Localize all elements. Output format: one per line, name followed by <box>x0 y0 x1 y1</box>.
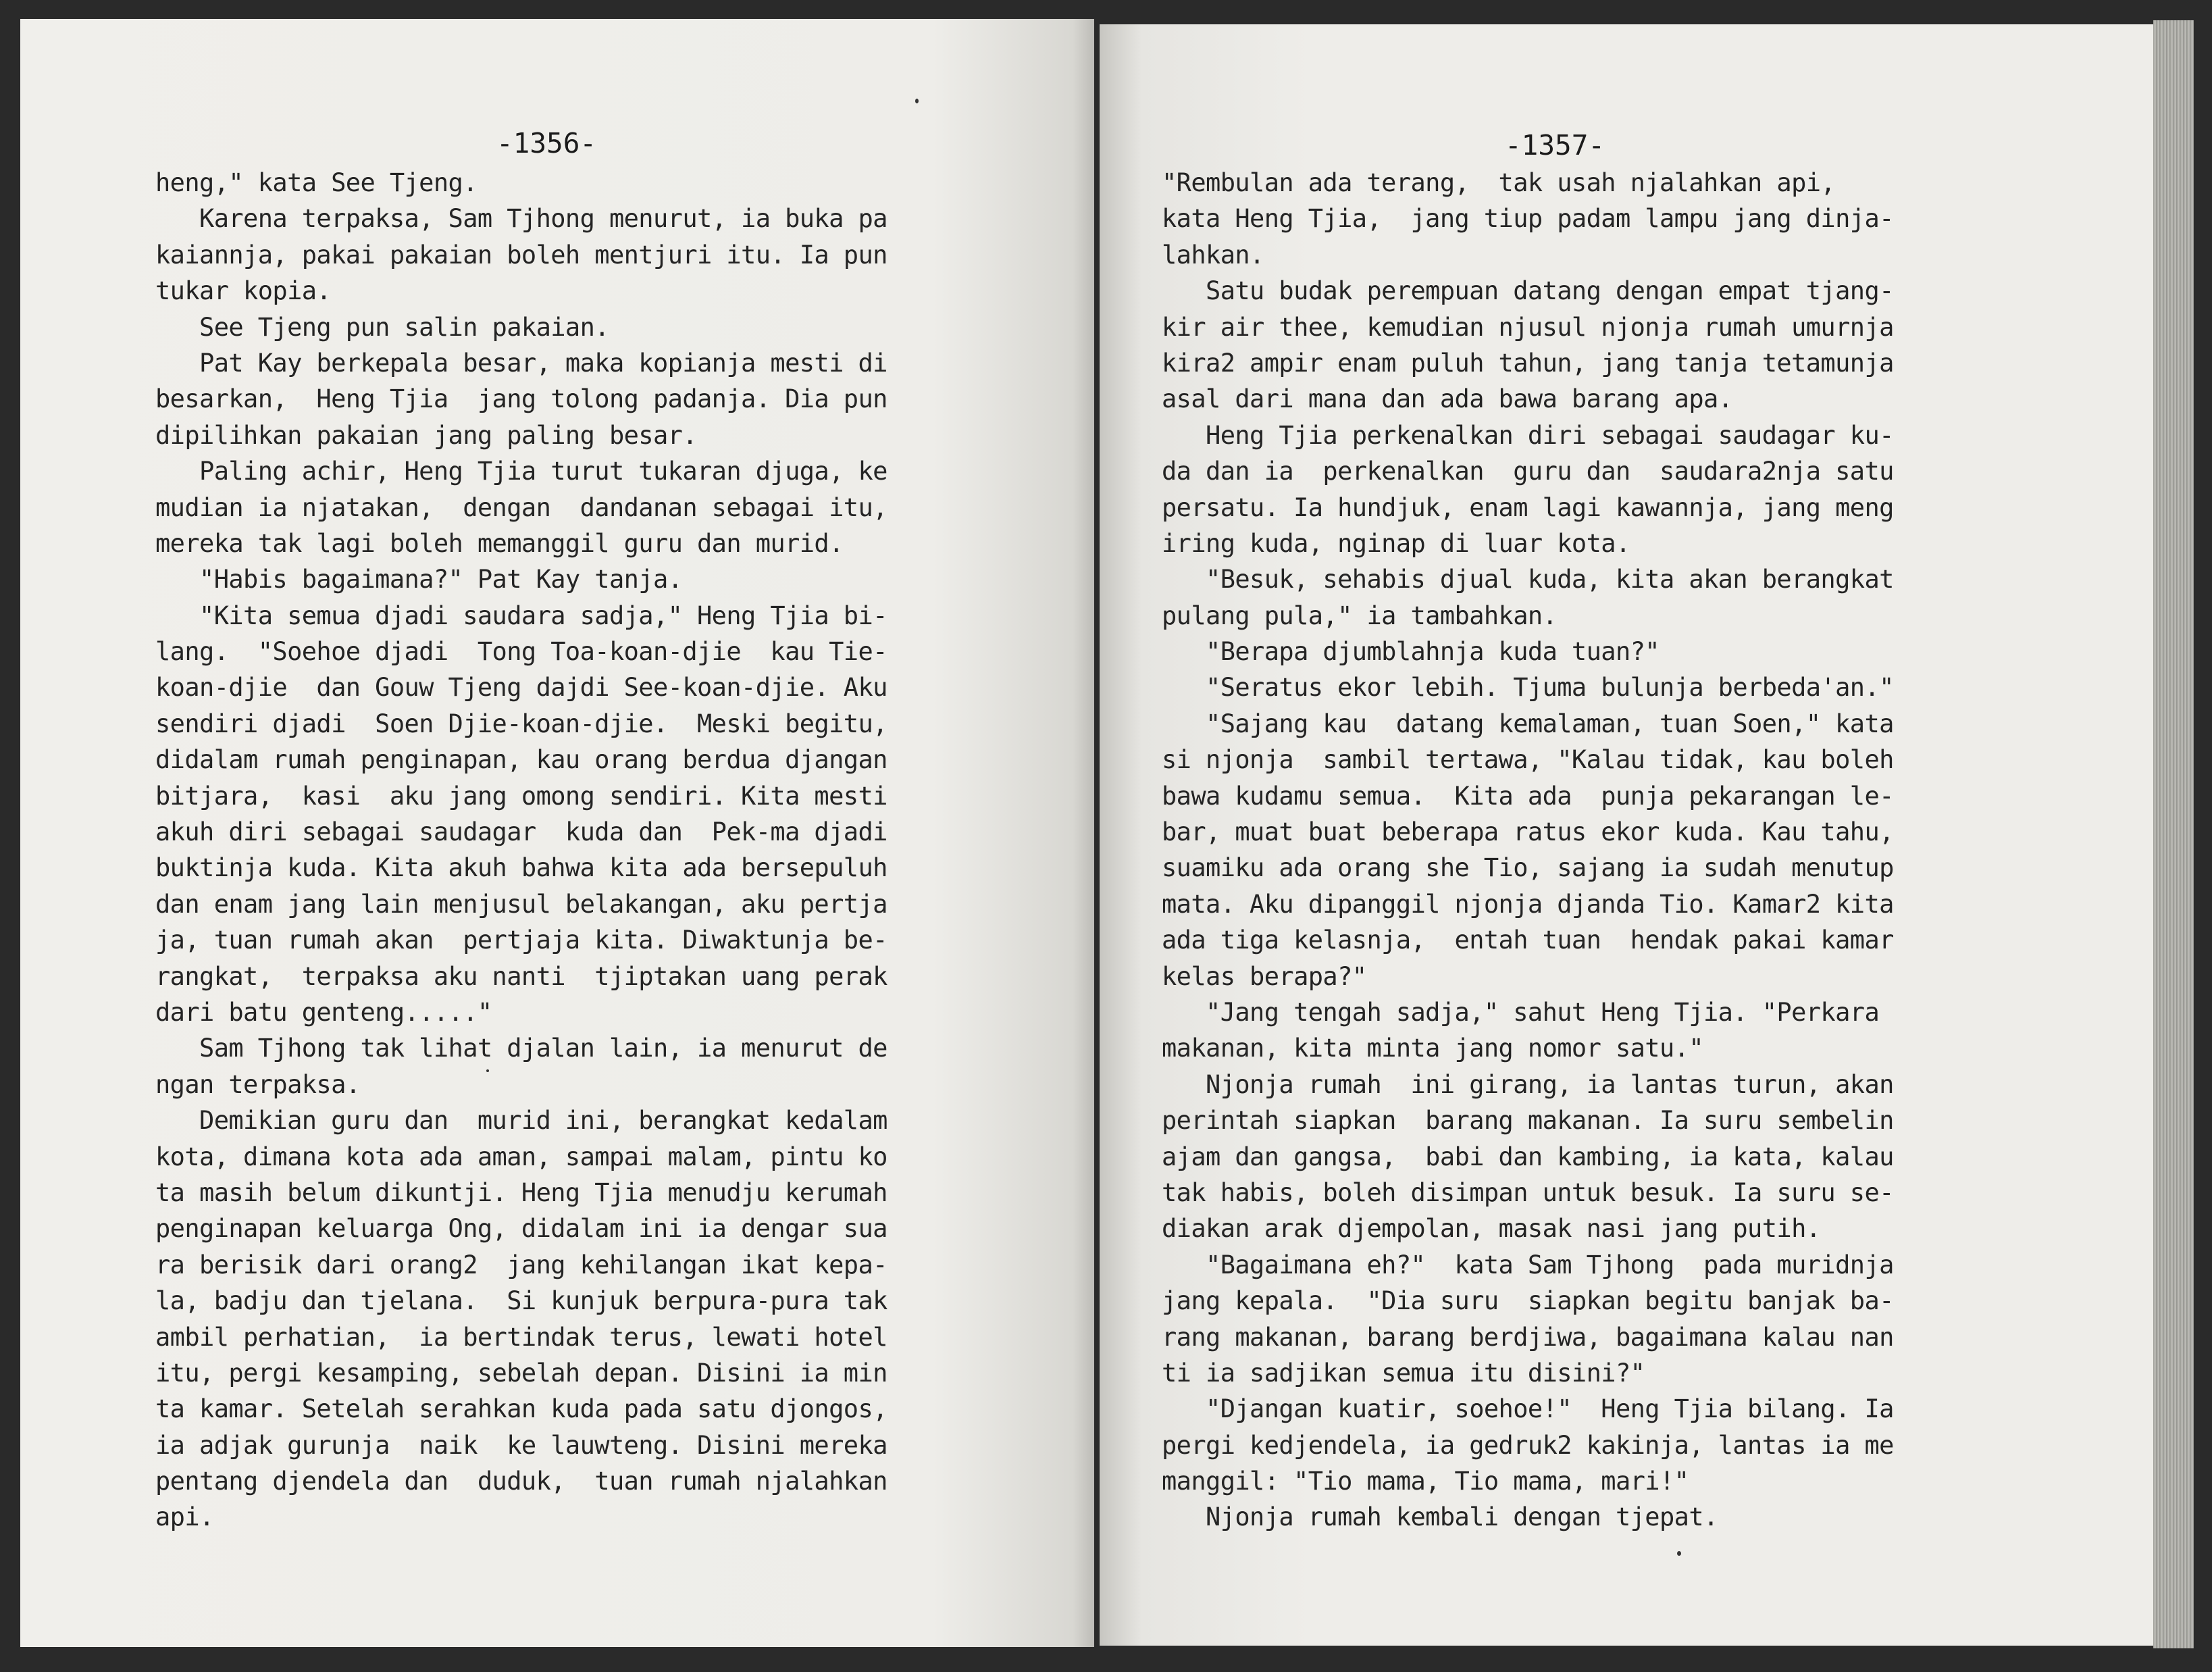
text-line: iring kuda, nginap di luar kota. <box>1162 528 1630 558</box>
text-line: Njonja rumah ini girang, ia lantas turun, akan <box>1162 1069 1894 1099</box>
text-line: "Jang tengah sadja," sahut Heng Tjia. "Perkara <box>1162 997 1880 1027</box>
text-line: "Rembulan ada terang, tak usah njalahkan api, <box>1162 168 1836 197</box>
text-line: bitjara, kasi aku jang omong sendiri. Kita mesti <box>155 781 888 811</box>
text-line: "Sajang kau datang kemalaman, tuan Soen," kata <box>1162 709 1894 738</box>
page-text <box>155 165 1054 1536</box>
text-line: "Kita semua djadi saudara sadja," Heng Tjia bi- <box>155 601 888 630</box>
text-line: si njonja sambil tertawa, "Kalau tidak, kau boleh <box>1162 745 1894 775</box>
text-line: pulang pula," ia tambahkan. <box>1162 601 1558 630</box>
text-line: kira2 ampir enam puluh tahun, jang tanja tetamunja <box>1162 348 1894 378</box>
text-line: Sam Tjhong tak lihat djalan lain, ia menurut de <box>155 1034 888 1063</box>
page-number: -1357- <box>1505 129 1605 161</box>
text-line: kota, dimana kota ada aman, sampai malam, pintu ko <box>155 1142 888 1171</box>
text-line: asal dari mana dan ada bawa barang apa. <box>1162 384 1733 414</box>
text-line: lang. "Soehoe djadi Tong Toa-koan-djie kau Tie- <box>155 637 888 667</box>
text-line: lahkan. <box>1162 240 1264 270</box>
text-line: Karena terpaksa, Sam Tjhong menurut, ia buka pa <box>155 204 888 234</box>
text-line: "Seratus ekor lebih. Tjuma bulunja berbeda'an." <box>1162 673 1894 703</box>
text-line: tukar kopia. <box>155 276 332 306</box>
speck <box>486 1069 489 1072</box>
text-line: "Bagaimana eh?" kata Sam Tjhong pada muridnja <box>1162 1250 1894 1280</box>
text-line: didalam rumah penginapan, kau orang berdua djangan <box>155 745 888 775</box>
text-line: ra berisik dari orang2 jang kehilangan ikat kepa- <box>155 1250 888 1280</box>
text-line: jang kepala. "Dia suru siapkan begitu banjak ba- <box>1162 1286 1894 1316</box>
text-line: "Besuk, sehabis djual kuda, kita akan berangkat <box>1162 565 1894 594</box>
text-line: dari batu genteng....." <box>155 997 492 1027</box>
text-line: ajam dan gangsa, babi dan kambing, ia kata, kalau <box>1162 1142 1894 1171</box>
text-line: ja, tuan rumah akan pertjaja kita. Diwaktunja be- <box>155 926 888 955</box>
text-line: tak habis, boleh disimpan untuk besuk. Ia suru se- <box>1162 1177 1894 1207</box>
left-page <box>20 19 1094 1647</box>
text-line: rangkat, terpaksa aku nanti tjiptakan uang perak <box>155 961 888 991</box>
text-line: perintah siapkan barang makanan. Ia suru sembelin <box>1162 1106 1894 1136</box>
text-line: itu, pergi kesamping, sebelah depan. Disini ia min <box>155 1358 888 1388</box>
text-line: diakan arak djempolan, masak nasi jang putih. <box>1162 1214 1821 1244</box>
text-line: ada tiga kelasnja, entah tuan hendak pakai kamar <box>1162 926 1894 955</box>
text-line: heng," kata See Tjeng. <box>155 168 478 197</box>
text-line: "Djangan kuatir, soehoe!" Heng Tjia bilang. Ia <box>1162 1394 1894 1424</box>
text-line: suamiku ada orang she Tio, sajang ia sudah menutup <box>1162 853 1894 883</box>
text-line: Demikian guru dan murid ini, berangkat kedalam <box>155 1106 888 1136</box>
text-line: koan-djie dan Gouw Tjeng dajdi See-koan-djie. Aku <box>155 673 888 703</box>
text-line: Heng Tjia perkenalkan diri sebagai saudagar ku- <box>1162 420 1894 450</box>
page-number: -1356- <box>496 127 597 159</box>
text-line: dan enam jang lain menjusul belakangan, aku pertja <box>155 889 888 919</box>
text-line: Paling achir, Heng Tjia turut tukaran djuga, ke <box>155 457 888 486</box>
text-line: da dan ia perkenalkan guru dan saudara2nja satu <box>1162 457 1894 486</box>
text-line: ambil perhatian, ia bertindak terus, lewati hotel <box>155 1322 888 1352</box>
right-page <box>1100 24 2153 1646</box>
text-line: pentang djendela dan duduk, tuan rumah njalahkan <box>155 1467 888 1496</box>
text-line: la, badju dan tjelana. Si kunjuk berpura-pura tak <box>155 1286 888 1316</box>
speck <box>915 99 919 103</box>
text-line: sendiri djadi Soen Djie-koan-djie. Meski begitu, <box>155 709 888 738</box>
text-line: ia adjak gurunja naik ke lauwteng. Disini mereka <box>155 1430 888 1460</box>
text-line: penginapan keluarga Ong, didalam ini ia dengar sua <box>155 1214 888 1244</box>
text-line: makanan, kita minta jang nomor satu." <box>1162 1034 1704 1063</box>
text-line: bawa kudamu semua. Kita ada punja pekarangan le- <box>1162 781 1894 811</box>
text-line: Njonja rumah kembali dengan tjepat. <box>1162 1502 1718 1532</box>
page-text <box>1162 165 2053 1536</box>
text-line: rang makanan, barang berdjiwa, bagaimana kalau nan <box>1162 1322 1894 1352</box>
text-line: api. <box>155 1502 214 1532</box>
text-line: manggil: "Tio mama, Tio mama, mari!" <box>1162 1467 1689 1496</box>
text-line: buktinja kuda. Kita akuh bahwa kita ada bersepuluh <box>155 853 888 883</box>
text-line: pergi kedjendela, ia gedruk2 kakinja, lantas ia me <box>1162 1430 1894 1460</box>
text-line: mata. Aku dipanggil njonja djanda Tio. Kamar2 kita <box>1162 889 1894 919</box>
text-line: ta kamar. Setelah serahkan kuda pada satu djongos, <box>155 1394 888 1424</box>
text-line: besarkan, Heng Tjia jang tolong padanja. Dia pun <box>155 384 888 414</box>
text-line: "Berapa djumblahnja kuda tuan?" <box>1162 637 1660 667</box>
text-line: Satu budak perempuan datang dengan empat tjang- <box>1162 276 1894 306</box>
text-line: kata Heng Tjia, jang tiup padam lampu jang dinja- <box>1162 204 1894 234</box>
text-line: ngan terpaksa. <box>155 1069 361 1099</box>
speck <box>1677 1551 1681 1556</box>
text-line: Pat Kay berkepala besar, maka kopianja mesti di <box>155 348 888 378</box>
text-line: akuh diri sebagai saudagar kuda dan Pek-ma djadi <box>155 817 888 847</box>
text-line: kelas berapa?" <box>1162 961 1367 991</box>
text-line: kaiannja, pakai pakaian boleh mentjuri itu. Ia pun <box>155 240 888 270</box>
page-edges <box>2153 20 2194 1648</box>
text-line: ta masih belum dikuntji. Heng Tjia menudju kerumah <box>155 1177 888 1207</box>
text-line: mereka tak lagi boleh memanggil guru dan murid. <box>155 528 844 558</box>
text-line: See Tjeng pun salin pakaian. <box>155 312 609 342</box>
text-line: kir air thee, kemudian njusul njonja rumah umurnja <box>1162 312 1894 342</box>
text-line: ti ia sadjikan semua itu disini?" <box>1162 1358 1645 1388</box>
text-line: persatu. Ia hundjuk, enam lagi kawannja, jang meng <box>1162 492 1894 522</box>
text-line: mudian ia njatakan, dengan dandanan sebagai itu, <box>155 492 888 522</box>
text-line: dipilihkan pakaian jang paling besar. <box>155 420 698 450</box>
text-line: bar, muat buat beberapa ratus ekor kuda. Kau tahu, <box>1162 817 1894 847</box>
text-line: "Habis bagaimana?" Pat Kay tanja. <box>155 565 683 594</box>
